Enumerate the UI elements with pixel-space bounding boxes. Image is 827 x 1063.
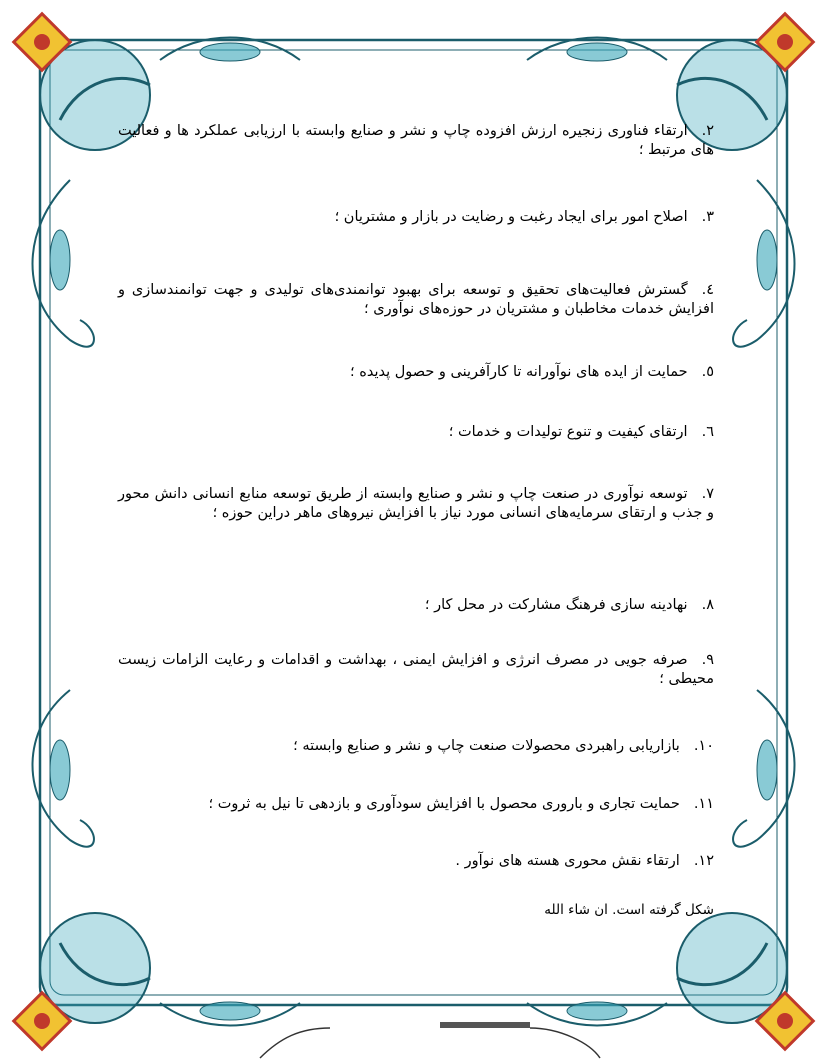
item-text: اصلاح امور برای ایجاد رغبت و رضایت در بازار و مشتریان ؛ — [334, 209, 688, 225]
list-item — [118, 737, 714, 756]
list-item — [118, 596, 714, 615]
list-item — [118, 363, 714, 382]
item-text: حمایت تجاری و باروری محصول با افزایش سودآوری و بازدهی تا نیل به ثروت ؛ — [208, 796, 680, 812]
list-item — [118, 208, 714, 227]
item-number: ٨. — [701, 597, 714, 613]
item-number: ٤. — [701, 282, 714, 298]
list-item — [118, 651, 714, 689]
item-text: بازاریابی راهبردی محصولات صنعت چاپ و نشر و صنایع وابسته ؛ — [293, 738, 680, 754]
list-item — [118, 122, 714, 160]
bottom-decoration — [0, 1018, 827, 1063]
document-body — [118, 112, 714, 932]
item-text: گسترش فعالیت‌های تحقیق و توسعه برای بهبود توانمندی‌های تولیدی و جهت توانمندسازی و افزایش خدمات مخاطبان و مشتریان در حوزه‌های نوآوری ؛ — [118, 282, 714, 317]
item-text: توسعه نوآوری در صنعت چاپ و نشر و صنایع وابسته از طریق توسعه منابع انسانی دانش محور و جذب و ارتقای سرمایه‌های انسانی مورد نیاز با افزایش نیروهای ماهر دراین حوزه ؛ — [118, 486, 714, 521]
list-item — [118, 485, 714, 523]
closing-line: شکل گرفته است. ان شاء الله — [544, 902, 714, 918]
item-number: ٦. — [701, 424, 714, 440]
list-item — [118, 795, 714, 814]
item-number: ٥. — [701, 364, 714, 380]
item-text: ارتقای کیفیت و تنوع تولیدات و خدمات ؛ — [448, 424, 688, 440]
list-item — [118, 423, 714, 442]
item-text: حمایت از ایده های نوآورانه تا کارآفرینی و حصول پدیده ؛ — [350, 364, 688, 380]
list-item — [118, 281, 714, 319]
item-text: صرفه جویی در مصرف انرژی و افزایش ایمنی ، بهداشت و اقدامات و رعایت الزامات زیست محیطی ؛ — [118, 652, 714, 687]
item-number: ١٠. — [693, 738, 714, 754]
item-number: ١٢. — [693, 853, 714, 869]
list-item — [118, 852, 714, 871]
item-number: ٧. — [701, 486, 714, 502]
item-text: نهادینه سازی فرهنگ مشارکت در محل کار ؛ — [424, 597, 688, 613]
item-number: ٩. — [701, 652, 714, 668]
item-text: ارتقاء فناوری زنجیره ارزش افزوده چاپ و نشر و صنایع وابسته با ارزیابی عملکرد ها و فعالیت های مرتبط ؛ — [118, 123, 714, 158]
item-number: ۲. — [701, 123, 714, 139]
item-number: ۳. — [701, 209, 714, 225]
item-number: ١١. — [693, 796, 714, 812]
item-text: ارتقاء نقش محوری هسته های نوآور . — [455, 853, 680, 869]
